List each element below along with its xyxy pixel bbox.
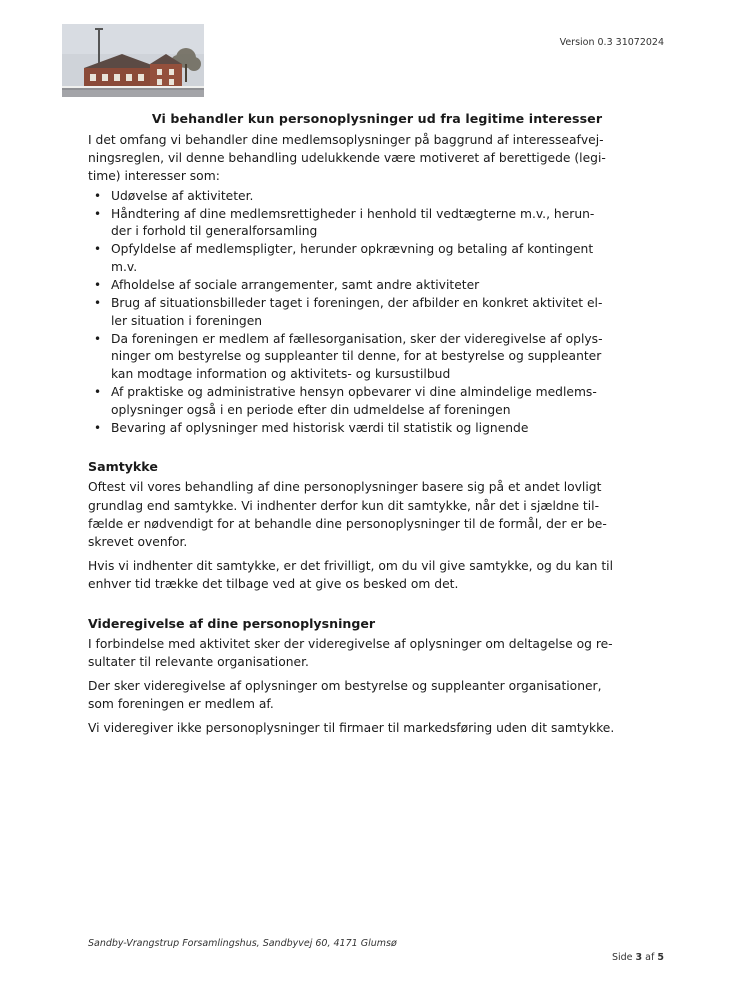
version-label: Version 0.3 31072024 <box>559 37 664 48</box>
text-line: m.v. <box>111 259 138 274</box>
text-line: der i forhold til generalforsamling <box>111 224 318 239</box>
text-line: ningsreglen, vil denne behandling udelukkende være motiveret af berettigede (legi- <box>88 151 606 166</box>
text-line: enhver tid trække det tilbage ved at give os besked om det. <box>88 577 459 592</box>
text-line: Hvis vi indhenter dit samtykke, er det frivilligt, om du vil give samtykke, og du kan til <box>88 559 614 574</box>
list-item <box>88 241 666 276</box>
text-line: ninger om bestyrelse og suppleanter til denne, for at bestyrelse og suppleanter <box>111 349 602 364</box>
text-line: Vi videregiver ikke personoplysninger til firmaer til markedsføring uden dit samtykke. <box>88 721 615 736</box>
bullet-icon: • <box>94 385 102 400</box>
text-line: Oftest vil vores behandling af dine personoplysninger basere sig på et andet lovligt <box>88 480 602 495</box>
text-line: I forbindelse med aktivitet sker der videregivelse af oplysninger om deltagelse og re- <box>88 636 613 651</box>
text-line: Håndtering af dine medlemsrettigheder i henhold til vedtægterne m.v., herun- <box>111 206 595 221</box>
text-line: fælde er nødvendigt for at behandle dine personoplysninger til de formål, der er be- <box>88 516 607 531</box>
bullet-icon: • <box>94 278 102 293</box>
text-line: som foreningen er medlem af. <box>88 697 274 712</box>
list-item <box>88 206 666 241</box>
list-item <box>88 384 666 419</box>
text-line: Der sker videregivelse af oplysninger om bestyrelse og suppleanter organisationer, <box>88 679 602 694</box>
text-line: skrevet ovenfor. <box>88 535 188 550</box>
paragraph <box>88 677 666 713</box>
list-item <box>88 277 666 295</box>
bullet-icon: • <box>94 331 102 346</box>
text-line: Afholdelse af sociale arrangementer, samt andre aktiviteter <box>111 278 480 293</box>
text-line: oplysninger også i en periode efter din udmeldelse af foreningen <box>111 402 511 417</box>
footer-address: Sandby-Vrangstrup Forsamlingshus, Sandbyvej 60, 4171 Glumsø <box>88 938 397 949</box>
text-line: sultater til relevante organisationer. <box>88 654 309 669</box>
bullet-icon: • <box>94 296 102 311</box>
page-separator: af <box>645 952 655 963</box>
text-line: Opfyldelse af medlemspligter, herunder opkrævning og betaling af kontingent <box>111 242 594 257</box>
list-item <box>88 420 666 438</box>
page-number <box>612 952 664 963</box>
bullet-icon: • <box>94 242 102 257</box>
paragraph <box>88 557 666 593</box>
paragraph <box>88 719 666 737</box>
document-body <box>88 111 666 744</box>
section-heading: Videregivelse af dine personoplysninger <box>88 615 376 631</box>
list-item <box>88 188 666 206</box>
interest-list <box>88 188 666 438</box>
intro-paragraph <box>88 131 666 186</box>
bullet-icon: • <box>94 188 102 203</box>
page-current: 3 <box>635 952 643 963</box>
page-total: 5 <box>657 952 664 963</box>
paragraph <box>88 478 666 551</box>
section-videregivelse <box>88 616 666 738</box>
list-item <box>88 295 666 330</box>
paragraph <box>88 635 666 671</box>
text-line: Af praktiske og administrative hensyn opbevarer vi dine almindelige medlems- <box>111 385 597 400</box>
text-line: time) interesser som: <box>88 169 220 184</box>
text-line: I det omfang vi behandler dine medlemsoplysninger på baggrund af interesseafvej- <box>88 133 604 147</box>
text-line: Bevaring af oplysninger med historisk værdi til statistik og lignende <box>111 420 529 435</box>
list-item <box>88 331 666 384</box>
section-samtykke <box>88 459 666 593</box>
text-line: Da foreningen er medlem af fællesorganisation, sker der videregivelse af oplys- <box>111 331 603 346</box>
building-photo <box>62 24 204 97</box>
section-heading: Samtykke <box>88 459 158 475</box>
text-line: Brug af situationsbilleder taget i foreningen, der afbilder en konkret aktivitet el- <box>111 296 603 311</box>
text-line: grundlag end samtykke. Vi indhenter derfor kun dit samtykke, når det i sjældne til- <box>88 498 600 513</box>
page-title: Vi behandler kun personoplysninger ud fra legitime interesser <box>151 111 603 126</box>
text-line: Udøvelse af aktiviteter. <box>111 188 254 203</box>
text-line: ler situation i foreningen <box>111 313 263 328</box>
bullet-icon: • <box>94 420 102 435</box>
text-line: kan modtage information og aktivitets- og kursustilbud <box>111 367 451 382</box>
page-prefix: Side <box>611 952 633 963</box>
bullet-icon: • <box>94 206 102 221</box>
